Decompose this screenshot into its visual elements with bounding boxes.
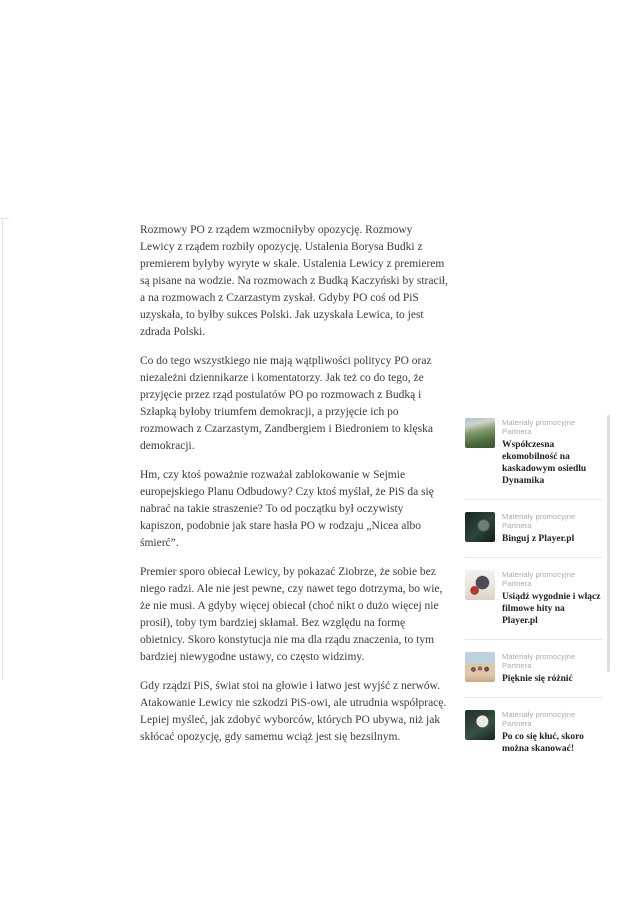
content-left-border [2, 218, 3, 680]
promo-title-link[interactable]: Po co się kłuć, skoro można skanować! [502, 732, 584, 754]
promo-label: Materiały promocyjne Partnera [502, 710, 576, 728]
promo-title-link[interactable]: Współczesna ekomobilność na kaskadowym osiedlu Dynamika [502, 440, 587, 486]
promo-title-link[interactable]: Binguj z Player.pl [502, 534, 575, 544]
article-paragraph: Gdy rządzi PiS, świat stoi na głowie i łatwo jest wyjść z nerwów. Atakowanie Lewicy nie szkodzi PiS-owi, ale utrudnia współpracę. Lepiej myśleć, jak zdobyć wyborców, których PO ubywa, niż jak skłócać opozycję, gdy samemu wciąż jest się bezsilnym. [140, 680, 447, 743]
sidebar-scrollbar[interactable] [607, 415, 610, 672]
promo-item-pieknie-sie-roznic[interactable] [465, 640, 602, 698]
promo-title-link[interactable]: Pięknie się różnić [502, 674, 573, 684]
promo-item-binguj-player[interactable] [465, 500, 602, 558]
promo-thumbnail-image[interactable] [465, 570, 495, 600]
article-paragraph: Hm, czy ktoś poważnie rozważał zablokowanie w Sejmie europejskiego Planu Odbudowy? Czy ktoś myślał, że PiS da się nabrać na takie straszenie? To od początku był oczywisty kapiszon, podobnie jak stare hasła PO w rodzaju „Nicea albo śmierć”. [140, 469, 434, 549]
article-body [140, 222, 448, 758]
promo-label: Materiały promocyjne Partnera [502, 570, 576, 588]
promo-thumbnail-image[interactable] [465, 710, 495, 740]
article-paragraph: Co do tego wszystkiego nie mają wątpliwości politycy PO oraz niezależni dziennikarze i komentatorzy. Jak też co do tego, że przyjęcie przez rząd postulatów PO po rozmowach z Budką i Szłapką byłoby triumfem demokracji, a przyjęcie ich po rozmowach z Czarzastym, Zandbergiem i Biedroniem to klęska demokracji. [140, 355, 433, 452]
promo-label: Materiały promocyjne Partnera [502, 418, 576, 436]
promo-label: Materiały promocyjne Partnera [502, 652, 576, 670]
promo-thumbnail-image[interactable] [465, 418, 495, 448]
promo-item-skanowanie[interactable] [465, 698, 602, 767]
promo-item-filmowe-hity[interactable] [465, 558, 602, 640]
promo-thumbnail-image[interactable] [465, 652, 495, 682]
promo-thumbnail-image[interactable] [465, 512, 495, 542]
promo-label: Materiały promocyjne Partnera [502, 512, 576, 530]
promo-title-link[interactable]: Usiądź wygodnie i włącz filmowe hity na Player.pl [502, 592, 601, 626]
promo-item-dynamika[interactable] [465, 415, 602, 500]
article-paragraph: Premier sporo obiecał Lewicy, by pokazać Ziobrze, że sobie bez niego radzi. Ale nie jest pewne, czy nawet tego dotrzyma, bo wie, że nie musi. A gdyby więcej obiecał (choć nikt o dużo więcej nie prosił), toby tym bardziej skłamał. Bez względu na formę obietnicy. Skoro konstytucja nie ma dla rządu znaczenia, to tym bardziej niewygodne ustawy, co często widzimy. [140, 566, 443, 663]
article-paragraph: Rozmowy PO z rządem wzmocniłyby opozycję. Rozmowy Lewicy z rządem rozbiły opozycję. Ustalenia Borysa Budki z premierem byłyby wyryte w skale. Ustalenia Lewicy z premierem są pisane na wodzie. Na rozmowach z Budką Kaczyński by stracił, a na rozmowach z Czarzastym zyskał. Gdyby PO coś od PiS uzyskała, to byłby sukces Polski. Jak uzyskała Lewica, to jest zdrada Polski. [140, 224, 448, 338]
partner-promo-widget [465, 415, 602, 767]
